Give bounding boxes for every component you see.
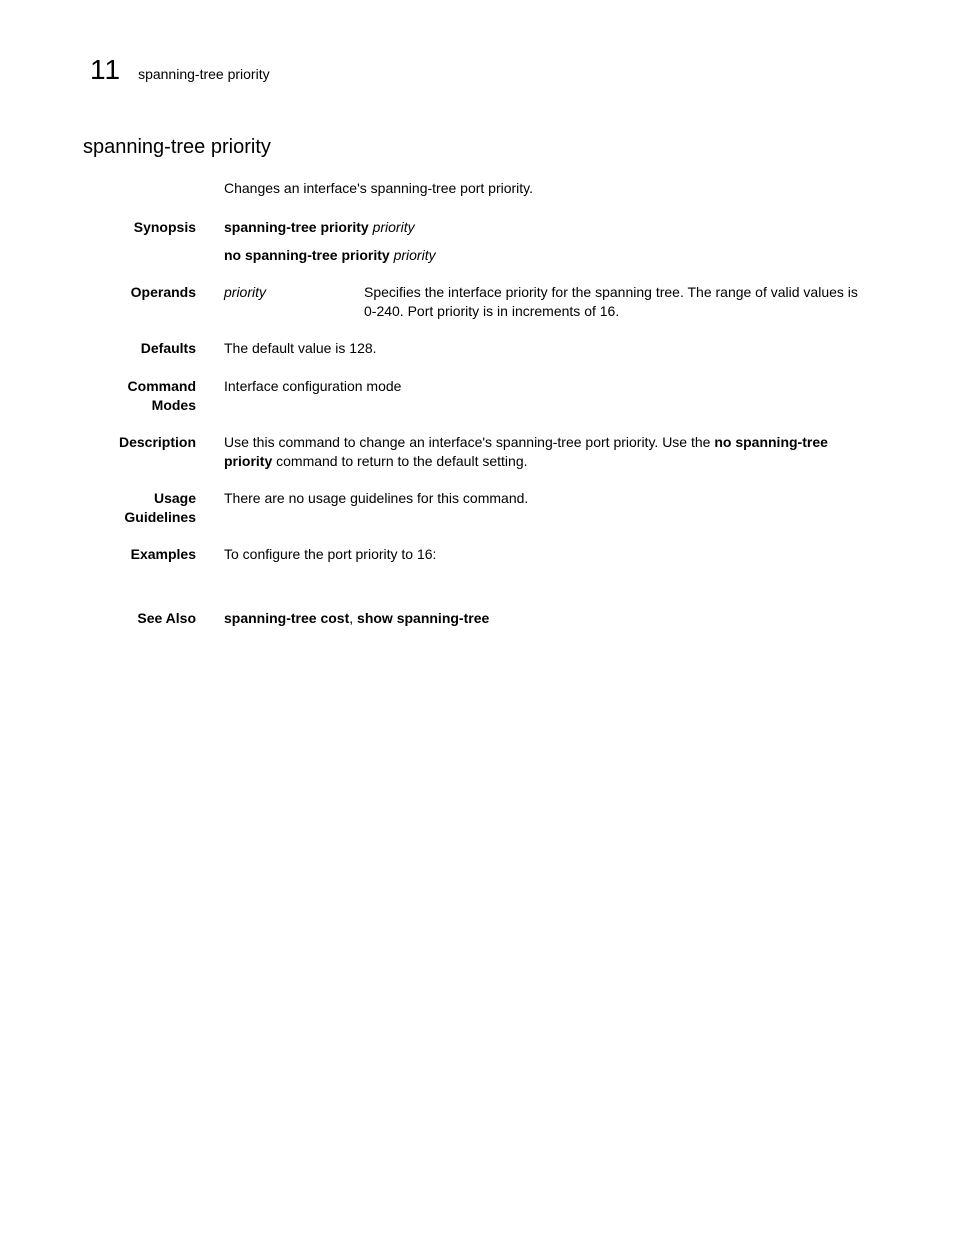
description-command: no spanning-tree priority: [224, 434, 828, 469]
synopsis-command-2: no spanning-tree priority: [224, 247, 390, 263]
command-modes-label-line-2: Modes: [151, 397, 196, 413]
description-text-after: command to return to the default setting.: [272, 453, 528, 469]
chapter-number: 11: [90, 54, 122, 85]
page-title: spanning-tree priority: [83, 136, 271, 158]
see-also-link-show-spanning-tree[interactable]: show spanning-tree: [357, 610, 490, 626]
defaults-text: The default value is 128.: [224, 340, 377, 356]
synopsis-label: Synopsis: [133, 219, 196, 235]
see-also-separator: ,: [349, 610, 358, 626]
description-text: [224, 433, 874, 471]
summary-text: Changes an interface's spanning-tree port priority.: [224, 180, 534, 196]
see-also-links: [224, 609, 874, 628]
command-modes-label-line-1: Command: [127, 378, 196, 394]
page-header: [90, 54, 270, 86]
synopsis-argument-1: priority: [372, 219, 415, 235]
command-modes-label: [128, 377, 196, 415]
usage-guidelines-text: There are no usage guidelines for this command.: [224, 490, 529, 506]
synopsis-argument-2: priority: [393, 247, 436, 263]
running-title: spanning-tree priority: [138, 66, 270, 82]
examples-label: Examples: [130, 546, 196, 562]
synopsis-line-1: [224, 218, 874, 237]
examples-text: To configure the port priority to 16:: [224, 546, 437, 562]
defaults-label: Defaults: [140, 340, 196, 356]
operand-name: priority: [224, 284, 267, 300]
description-label: Description: [118, 434, 196, 450]
synopsis-command-1: spanning-tree priority: [224, 219, 369, 235]
usage-guidelines-label: [124, 489, 196, 527]
synopsis-line-2: [224, 246, 874, 265]
see-also-label: See Also: [137, 610, 196, 626]
operands-label: Operands: [130, 284, 196, 300]
operand-description: Specifies the interface priority for the spanning tree. The range of valid values is 0-240. Port priority is in increments of 16.: [364, 284, 858, 319]
usage-guidelines-label-line-1: Usage: [153, 490, 196, 506]
description-text-before: Use this command to change an interface's spanning-tree port priority. Use the: [224, 434, 715, 450]
see-also-link-spanning-tree-cost[interactable]: spanning-tree cost: [224, 610, 350, 626]
usage-guidelines-label-line-2: Guidelines: [124, 509, 196, 525]
command-modes-text: Interface configuration mode: [224, 378, 402, 394]
